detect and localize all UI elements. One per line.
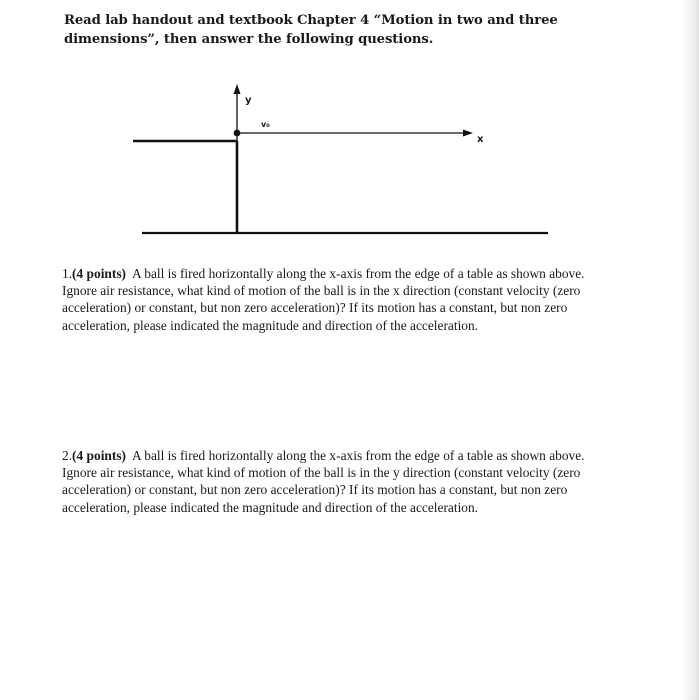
x-axis-label: x xyxy=(477,134,484,145)
instructions-heading: Read lab handout and textbook Chapter 4 “Motion in two and three dimensions”, then answer the following questions. xyxy=(64,13,558,47)
question-text: A ball is fired horizontally along the x-axis from the edge of a table as shown above. Ignore air resistance, what kind of motion of the ball is in the x direction (constant velocity (zero acceleration) or constant, but non zero acceleration)? If its motion has a constant, but non zero acceleration, please indicated the magnitude and direction of the acceleration. xyxy=(62,266,585,333)
question-text: A ball is fired horizontally along the x-axis from the edge of a table as shown above. Ignore air resistance, what kind of motion of the ball is in the y direction (constant velocity (zero acceleration) or constant, but non zero acceleration)? If its motion has a constant, but non zero acceleration, please indicated the magnitude and direction of the acceleration. xyxy=(62,448,585,515)
question-number: 1. xyxy=(62,266,73,281)
question-2 xyxy=(62,447,617,516)
question-1 xyxy=(62,265,617,334)
question-number: 2. xyxy=(62,448,73,463)
ball xyxy=(234,130,241,137)
question-points: (4 points) xyxy=(72,266,126,281)
y-axis-label: y xyxy=(245,95,252,106)
question-points: (4 points) xyxy=(72,448,126,463)
v0-label: v₀ xyxy=(261,120,270,129)
y-axis-arrowhead xyxy=(234,84,241,94)
x-axis-arrowhead xyxy=(463,130,473,137)
